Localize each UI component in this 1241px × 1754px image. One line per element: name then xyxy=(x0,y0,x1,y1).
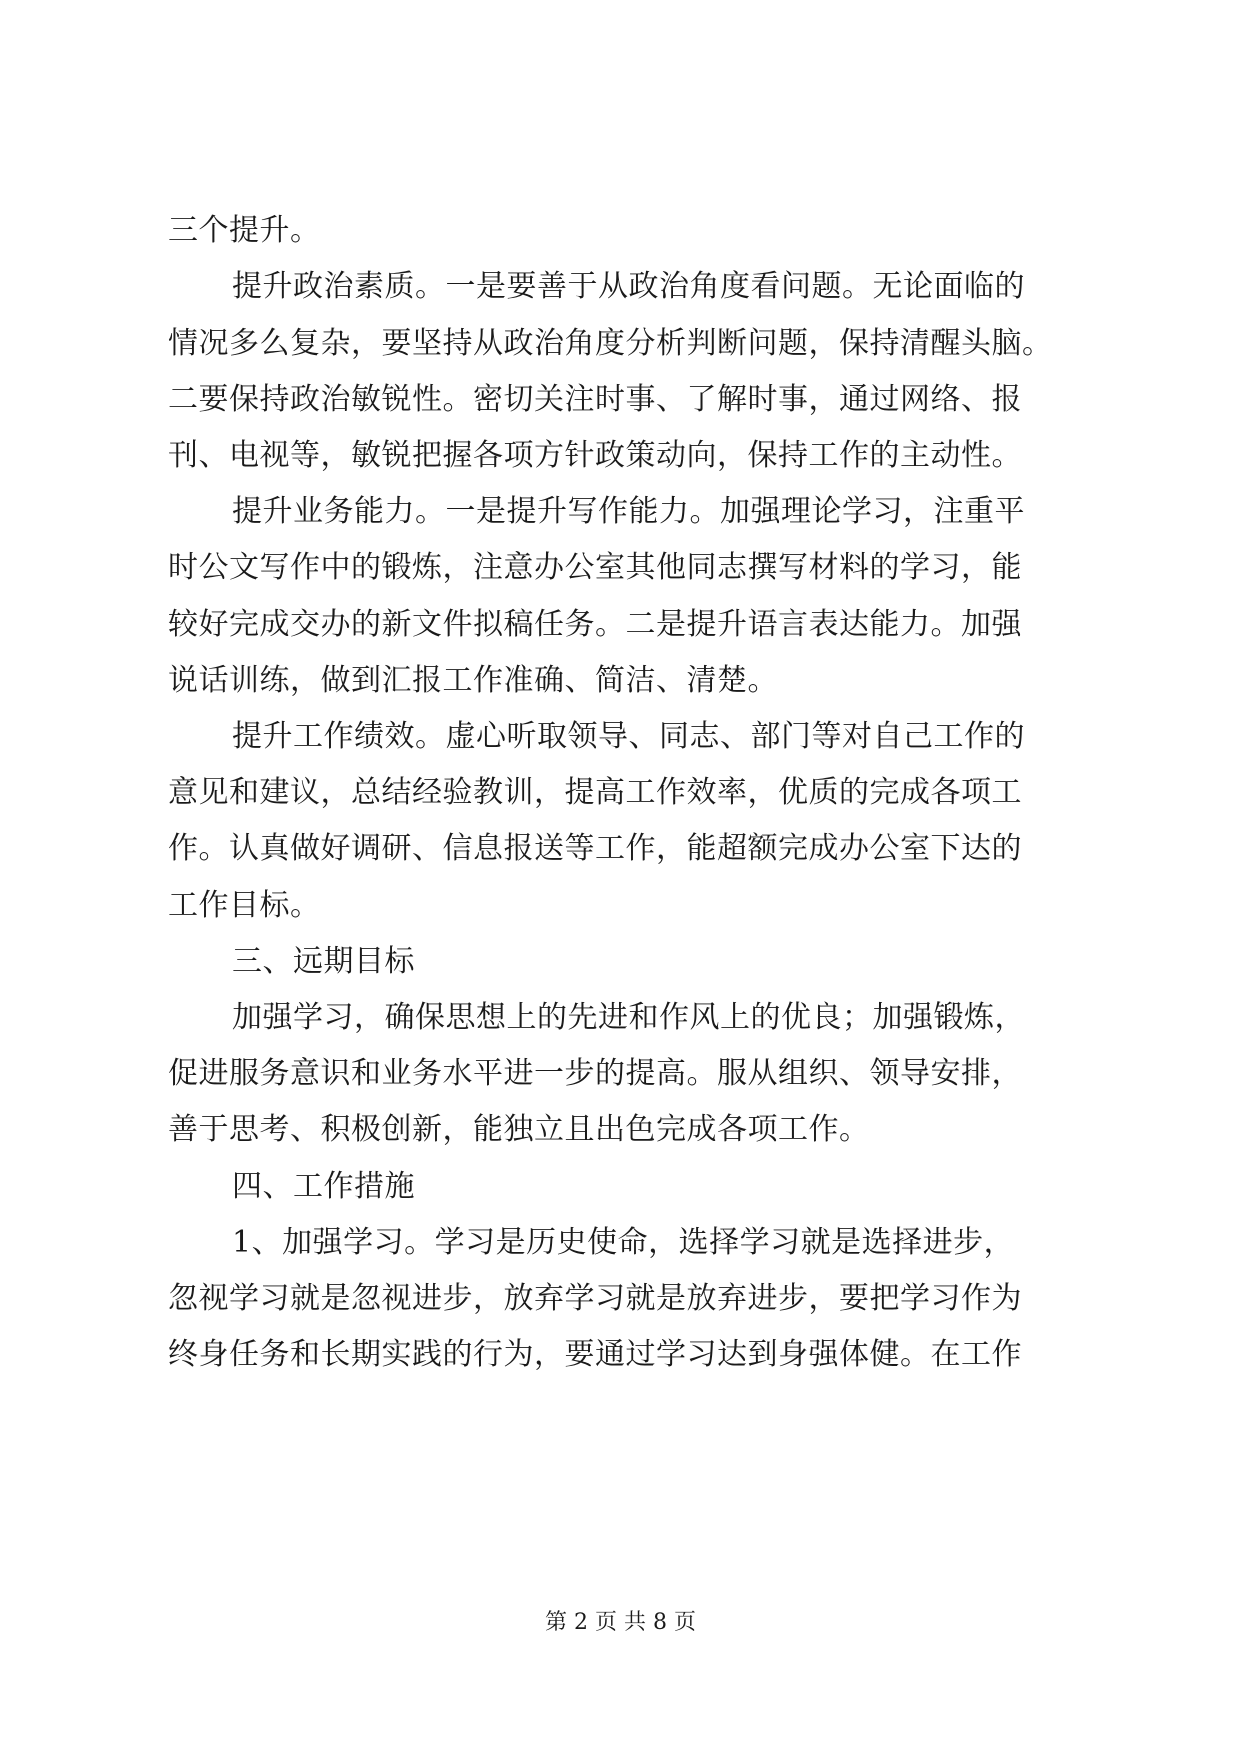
text-line: 忽视学习就是忽视进步，放弃学习就是放弃进步，要把学习作为 xyxy=(168,1281,1022,1316)
text-line: 说话训练，做到汇报工作准确、简洁、清楚。 xyxy=(168,663,778,698)
text-line: 终身任务和长期实践的行为，要通过学习达到身强体健。在工作 xyxy=(168,1337,1022,1372)
text-line: 时公文写作中的锻炼，注意办公室其他同志撰写材料的学习，能 xyxy=(168,550,1022,585)
paragraph-strengthen-learning: 1、加强学习。学习是历史使命，选择学习就是选择进步， xyxy=(232,1225,1015,1260)
paragraph-political-quality: 提升政治素质。一是要善于从政治角度看问题。无论面临的 xyxy=(232,269,1025,304)
section-heading-work-measures: 四、工作措施 xyxy=(232,1169,415,1204)
text-line: 促进服务意识和业务水平进一步的提高。服从组织、领导安排， xyxy=(168,1056,1022,1091)
text-line: 作。认真做好调研、信息报送等工作，能超额完成办公室下达的 xyxy=(168,831,1022,866)
page-number-footer: 第 2 页 共 8 页 xyxy=(545,1610,696,1635)
paragraph-work-performance: 提升工作绩效。虚心听取领导、同志、部门等对自己工作的 xyxy=(232,719,1025,754)
text-line: 刊、电视等，敏锐把握各项方针政策动向，保持工作的主动性。 xyxy=(168,438,1022,473)
text-line: 二要保持政治敏锐性。密切关注时事、了解时事，通过网络、报 xyxy=(168,382,1022,417)
text-line: 善于思考、积极创新，能独立且出色完成各项工作。 xyxy=(168,1112,870,1147)
paragraph-long-term-goals: 加强学习，确保思想上的先进和作风上的优良；加强锻炼， xyxy=(232,1000,1025,1035)
text-line: 情况多么复杂，要坚持从政治角度分析判断问题，保持清醒头脑。 xyxy=(168,326,1053,361)
section-heading-long-term-goals: 三、远期目标 xyxy=(232,944,415,979)
text-line: 意见和建议，总结经验教训，提高工作效率，优质的完成各项工 xyxy=(168,775,1022,810)
text-line: 三个提升。 xyxy=(168,213,321,248)
paragraph-business-ability: 提升业务能力。一是提升写作能力。加强理论学习，注重平 xyxy=(232,494,1025,529)
text-line: 较好完成交办的新文件拟稿任务。二是提升语言表达能力。加强 xyxy=(168,607,1022,642)
text-line: 工作目标。 xyxy=(168,888,321,923)
